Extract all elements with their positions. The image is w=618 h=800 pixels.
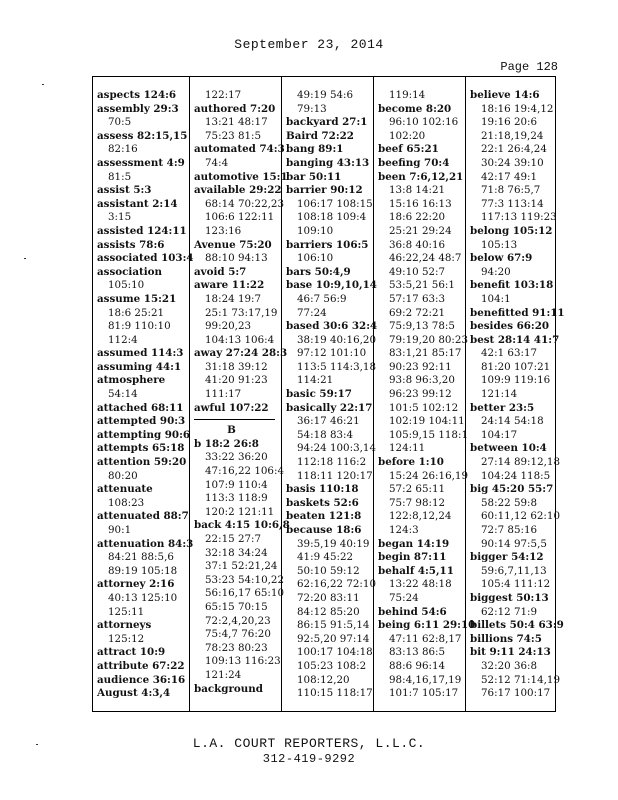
- index-page-refs: 123:16: [205, 224, 242, 237]
- index-page-refs: 119:14: [389, 89, 426, 101]
- word-index-table: [92, 76, 565, 712]
- index-page-refs: 52:12 71:14,19: [481, 673, 560, 686]
- index-page-refs: 38:19 40:16,20: [297, 333, 376, 346]
- index-page-refs: 42:1 63:17: [481, 347, 538, 360]
- index-entry: basis 110:18: [286, 483, 359, 496]
- index-page-refs: 25:1 73:17,19: [205, 306, 278, 319]
- index-page-refs: 18:16 19:4,12: [481, 102, 554, 115]
- index-entry: basic 59:17: [286, 388, 352, 401]
- index-page-refs: 88:6 96:14: [389, 659, 446, 672]
- index-entry: assembly 29:3: [97, 102, 179, 115]
- index-page-refs: 78:23 80:23: [205, 641, 268, 654]
- index-page-refs: 75:7 98:12: [389, 496, 446, 509]
- index-page-refs: 106:17 108:15: [297, 197, 373, 210]
- scan-speck: [24, 258, 26, 259]
- index-page-refs: 108:12,20: [297, 673, 350, 686]
- index-page-refs: 27:14 89:12,18: [481, 456, 560, 469]
- index-entry: attenuated 88:7: [97, 510, 189, 523]
- index-page-refs: 42:17 49:1: [481, 170, 538, 183]
- index-column-4: [373, 77, 476, 711]
- index-page-refs: 56:16,17 65:10: [205, 587, 284, 600]
- index-page-refs: 118:11 120:17: [297, 469, 373, 482]
- index-entry: bar 50:11: [286, 170, 342, 183]
- index-entry: before 1:10: [378, 456, 444, 469]
- index-page-refs: 65:15 70:15: [205, 600, 268, 613]
- index-column-5: [465, 77, 565, 711]
- scan-speck: [42, 84, 44, 85]
- index-entry: between 10:4: [470, 442, 547, 455]
- index-entry: belong 105:12: [470, 224, 553, 237]
- index-page-refs: 62:12 71:9: [481, 605, 538, 618]
- index-entry: began 14:19: [378, 537, 450, 550]
- index-page-refs: 97:12 101:10: [297, 347, 367, 360]
- index-entry: awful 107:22: [194, 401, 269, 414]
- index-entry: automotive 15:1: [194, 170, 288, 183]
- index-entry: based 30:6 32:4: [286, 320, 378, 333]
- index-entry: attempting 90:6: [97, 428, 191, 441]
- index-page-refs: 57:17 63:3: [389, 292, 446, 305]
- index-page-refs: 30:24 39:10: [481, 156, 544, 169]
- index-entry: begin 87:11: [378, 551, 447, 564]
- index-entry: best 28:14 41:7: [470, 333, 560, 346]
- index-page-refs: 106:10: [297, 252, 334, 265]
- index-column-3: [281, 77, 378, 711]
- index-page-refs: 74:4: [205, 156, 229, 169]
- index-entry: Baird 72:22: [286, 129, 354, 142]
- index-entry: besides 66:20: [470, 320, 550, 333]
- index-page-refs: 54:14: [108, 388, 138, 401]
- index-entry: assume 15:21: [97, 292, 177, 305]
- index-page-refs: 104:1: [481, 292, 511, 305]
- index-page-refs: 72:20 83:11: [297, 591, 360, 604]
- scan-speck: [36, 744, 38, 745]
- index-entry: billions 74:5: [470, 632, 542, 645]
- index-page-refs: 18:6 25:21: [108, 306, 165, 319]
- index-page-refs: 83:1,21 85:17: [389, 347, 462, 360]
- index-page-refs: 18:24 19:7: [205, 292, 262, 305]
- index-entry: automated 74:3: [194, 143, 285, 156]
- index-entry: below 67:9: [470, 252, 533, 265]
- index-page-refs: 19:16 20:6: [481, 116, 538, 129]
- index-page-refs: 107:9 110:4: [205, 478, 268, 491]
- index-column-2: [189, 77, 290, 711]
- transcript-date: September 23, 2014: [234, 37, 384, 52]
- index-entry: assistant 2:14: [97, 197, 178, 210]
- index-entry: barrier 90:12: [286, 184, 363, 197]
- index-page-refs: 94:20: [481, 265, 511, 278]
- index-page-refs: 125:12: [108, 632, 145, 645]
- index-page-refs: 70:5: [108, 116, 132, 129]
- index-entry: attenuate: [97, 483, 153, 496]
- index-page-refs: 68:14 70:22,23: [205, 197, 284, 210]
- index-page-refs: 90:14 97:5,5: [481, 537, 547, 550]
- index-page-refs: 104:24 118:5: [481, 469, 551, 482]
- index-page-refs: 112:18 116:2: [297, 456, 367, 469]
- index-page-refs: 105:10: [108, 279, 145, 292]
- index-page-refs: 25:21 29:24: [389, 224, 452, 237]
- index-page-refs: 80:20: [108, 469, 138, 482]
- index-page-refs: 60:11,12 62:10: [481, 510, 560, 523]
- index-entry: backyard 27:1: [286, 116, 368, 129]
- index-page-refs: 90:23 92:11: [389, 360, 452, 373]
- index-entry: behind 54:6: [378, 605, 447, 618]
- index-page-refs: 124:11: [389, 442, 426, 455]
- index-page-refs: 54:18 83:4: [297, 428, 354, 441]
- index-entry: barriers 106:5: [286, 238, 369, 251]
- index-entry: benefitted 91:11: [470, 306, 565, 319]
- index-page-refs: 96:10 102:16: [389, 116, 459, 129]
- index-page-refs: 108:18 109:4: [297, 211, 367, 224]
- index-page-refs: 71:8 76:5,7: [481, 184, 541, 197]
- index-entry: bigger 54:12: [470, 551, 544, 564]
- index-entry: base 10:9,10,14: [286, 279, 377, 292]
- index-page-refs: 109:9 119:16: [481, 374, 551, 387]
- index-page-refs: 13:22 48:18: [389, 578, 452, 591]
- index-entry: back 4:15 10:6,8: [194, 519, 290, 532]
- index-entry: attorney 2:16: [97, 578, 175, 591]
- index-entry: bars 50:4,9: [286, 265, 351, 278]
- index-entry: assisted 124:11: [97, 224, 187, 237]
- index-page-refs: 83:13 86:5: [389, 646, 446, 659]
- index-entry: attenuation 84:3: [97, 537, 194, 550]
- index-page-refs: 88:10 94:13: [205, 252, 268, 265]
- index-entry: because 18:6: [286, 524, 362, 536]
- index-entry: avoid 5:7: [194, 265, 247, 278]
- index-page-refs: 3:15: [108, 211, 132, 224]
- index-entry: behalf 4:5,11: [378, 564, 454, 577]
- index-page-refs: 13:21 48:17: [205, 116, 268, 129]
- index-page-refs: 76:17 100:17: [481, 687, 551, 700]
- index-page-refs: 46:22,24 48:7: [389, 252, 462, 265]
- index-page-refs: 75:9,13 78:5: [389, 320, 455, 333]
- index-page-refs: 72:7 85:16: [481, 524, 538, 536]
- index-entry: bit 9:11 24:13: [470, 646, 551, 659]
- index-page-refs: 105:4 111:12: [481, 578, 551, 591]
- index-page-refs: 39:5,19 40:19: [297, 537, 370, 550]
- index-page-refs: 81:20 107:21: [481, 360, 551, 373]
- index-page-refs: 93:8 96:3,20: [389, 374, 455, 387]
- index-page-refs: 81:5: [108, 170, 132, 183]
- index-entry: become 8:20: [378, 102, 452, 115]
- index-entry: beefing 70:4: [378, 156, 450, 169]
- index-page-refs: 79:13: [297, 102, 327, 115]
- index-entry: assists 78:6: [97, 238, 165, 251]
- index-entry: beaten 121:8: [286, 510, 362, 523]
- index-entry: big 45:20 55:7: [470, 483, 554, 496]
- index-page-refs: 49:10 52:7: [389, 265, 446, 278]
- index-entry: b 18:2 26:8: [194, 437, 259, 450]
- index-page-refs: 122:17: [205, 89, 242, 101]
- reporter-phone: 312-419-9292: [262, 752, 356, 766]
- index-page-refs: 94:24 100:3,14: [297, 442, 376, 455]
- index-page-refs: 125:11: [108, 605, 145, 618]
- index-page-refs: 101:7 105:17: [389, 687, 459, 700]
- index-page-refs: 84:21 88:5,6: [108, 551, 174, 564]
- index-page-refs: 102:20: [389, 129, 426, 142]
- index-page-refs: 15:24 26:16,19: [389, 469, 468, 482]
- index-entry: attract 10:9: [97, 646, 166, 659]
- index-page-refs: 47:16,22 106:4: [205, 465, 284, 478]
- page-number: Page 128: [500, 60, 558, 74]
- index-page-refs: 89:19 105:18: [108, 564, 178, 577]
- index-page-refs: 110:15 118:17: [297, 687, 373, 700]
- index-page-refs: 92:5,20 97:14: [297, 632, 370, 645]
- index-page-refs: 122:8,12,24: [389, 510, 452, 523]
- index-entry: audience 36:16: [97, 673, 186, 686]
- index-page-refs: 117:13 119:23: [481, 211, 557, 224]
- index-page-refs: 77:24: [297, 306, 327, 319]
- index-page-refs: 100:17 104:18: [297, 646, 373, 659]
- index-entry: attached 68:11: [97, 401, 184, 414]
- index-page-refs: 104:13 106:4: [205, 333, 275, 346]
- index-entry: away 27:24 28:3: [194, 347, 288, 360]
- index-page-refs: 21:18,19,24: [481, 129, 544, 142]
- index-entry: Avenue 75:20: [194, 238, 272, 251]
- index-entry: better 23:5: [470, 401, 535, 414]
- index-page-refs: 106:6 122:11: [205, 211, 275, 224]
- index-page-refs: 121:14: [481, 388, 518, 401]
- index-entry: assist 5:3: [97, 184, 152, 197]
- index-page-refs: 98:4,16,17,19: [389, 673, 462, 686]
- index-page-refs: 86:15 91:5,14: [297, 619, 370, 632]
- index-entry: authored 7:20: [194, 102, 276, 115]
- index-page-refs: 32:18 34:24: [205, 546, 268, 559]
- index-page-refs: 113:5 114:3,18: [297, 360, 376, 373]
- index-page-refs: 124:3: [389, 524, 419, 536]
- index-page-refs: 69:2 72:21: [389, 306, 446, 319]
- index-entry: beef 65:21: [378, 143, 439, 156]
- index-entry: available 29:22: [194, 184, 282, 197]
- index-page-refs: 109:13 116:23: [205, 655, 281, 668]
- index-entry: aspects 124:6: [97, 89, 177, 101]
- index-page-refs: 22:15 27:7: [205, 533, 262, 545]
- index-page-refs: 62:16,22 72:10: [297, 578, 376, 591]
- index-page-refs: 90:1: [108, 524, 132, 536]
- index-page-refs: 50:10 59:12: [297, 564, 360, 577]
- index-entry: atmosphere: [97, 374, 166, 387]
- index-page-refs: 105:13: [481, 238, 518, 251]
- index-page-refs: 120:2 121:11: [205, 505, 275, 518]
- index-page-refs: 59:6,7,11,13: [481, 564, 547, 577]
- index-page-refs: 49:19 54:6: [297, 89, 354, 101]
- index-page-refs: 15:16 16:13: [389, 197, 452, 210]
- index-page-refs: 36:17 46:21: [297, 415, 360, 428]
- index-entry: August 4:3,4: [97, 687, 171, 700]
- index-entry: been 7:6,12,21: [378, 170, 464, 183]
- index-page-refs: 13:8 14:21: [389, 184, 446, 197]
- index-page-refs: 72:2,4,20,23: [205, 614, 271, 627]
- index-entry: attorneys: [97, 619, 152, 632]
- index-page-refs: 75:4,7 76:20: [205, 628, 271, 641]
- index-page-refs: 57:2 65:11: [389, 483, 446, 496]
- index-page-refs: 47:11 62:8,17: [389, 632, 462, 645]
- index-page-refs: 104:17: [481, 428, 518, 441]
- index-page-refs: 40:13 125:10: [108, 591, 178, 604]
- index-page-refs: 77:3 113:14: [481, 197, 544, 210]
- index-entry: attempts 65:18: [97, 442, 185, 455]
- index-entry: assuming 44:1: [97, 360, 182, 373]
- index-page-refs: 113:3 118:9: [205, 492, 268, 505]
- index-entry: biggest 50:13: [470, 591, 549, 604]
- index-page-refs: 105:23 108:2: [297, 659, 367, 672]
- index-entry: assess 82:15,15: [97, 129, 188, 142]
- index-entry: banging 43:13: [286, 156, 370, 169]
- index-page-refs: 109:10: [297, 224, 334, 237]
- index-page-refs: 81:9 110:10: [108, 320, 171, 333]
- index-column-1: [93, 77, 194, 711]
- index-entry: believe 14:6: [470, 89, 540, 101]
- index-page-refs: 75:24: [389, 591, 419, 604]
- index-entry: aware 11:22: [194, 279, 265, 292]
- index-page-refs: 22:1 26:4,24: [481, 143, 547, 156]
- index-page-refs: 32:20 36:8: [481, 659, 538, 672]
- index-entry: being 6:11 29:10: [378, 619, 476, 632]
- index-page-refs: 53:5,21 56:1: [389, 279, 455, 292]
- index-entry: basically 22:17: [286, 401, 373, 414]
- index-page-refs: 41:9 45:22: [297, 551, 354, 564]
- index-page-refs: 105:9,15 118:1: [389, 428, 468, 441]
- index-page-refs: 18:6 22:20: [389, 211, 446, 224]
- index-entry: bang 89:1: [286, 143, 344, 156]
- index-page-refs: 58:22 59:8: [481, 496, 538, 509]
- index-page-refs: 114:21: [297, 374, 334, 387]
- index-page-refs: 31:18 39:12: [205, 360, 268, 373]
- index-page-refs: 111:17: [205, 388, 242, 401]
- index-page-refs: 33:22 36:20: [205, 451, 268, 464]
- index-entry: benefit 103:18: [470, 279, 554, 292]
- index-entry: assumed 114:3: [97, 347, 184, 360]
- index-page-refs: 121:24: [205, 668, 242, 681]
- index-page-refs: 82:16: [108, 143, 138, 156]
- index-entry: attempted 90:3: [97, 415, 186, 428]
- index-page-refs: 53:23 54:10,22: [205, 573, 284, 586]
- index-entry: attribute 67:22: [97, 659, 185, 672]
- index-page-refs: 24:14 54:18: [481, 415, 544, 428]
- index-page-refs: 41:20 91:23: [205, 374, 268, 387]
- index-page-refs: 99:20,23: [205, 320, 252, 333]
- index-entry: baskets 52:6: [286, 496, 359, 509]
- index-page-refs: 102:19 104:11: [389, 415, 465, 428]
- letter-section-header: B: [194, 419, 275, 438]
- index-entry: attention 59:20: [97, 456, 187, 469]
- index-page-refs: 108:23: [108, 496, 145, 509]
- index-page-refs: 75:23 81:5: [205, 129, 262, 142]
- index-page-refs: 79:19,20 80:23: [389, 333, 468, 346]
- index-entry: association: [97, 265, 163, 278]
- index-page-refs: 46:7 56:9: [297, 292, 347, 305]
- index-page-refs: 84:12 85:20: [297, 605, 360, 618]
- index-page-refs: 37:1 52:21,24: [205, 560, 278, 573]
- index-page-refs: 112:4: [108, 333, 138, 346]
- reporter-firm: L.A. COURT REPORTERS, L.L.C.: [192, 736, 426, 751]
- index-entry: associated 103:4: [97, 252, 194, 265]
- index-page-refs: 36:8 40:16: [389, 238, 446, 251]
- index-entry: assessment 4:9: [97, 156, 185, 169]
- index-entry: background: [194, 682, 263, 695]
- index-page-refs: 96:23 99:12: [389, 388, 452, 401]
- index-entry: billets 50:4 63:9: [470, 619, 564, 632]
- index-page-refs: 101:5 102:12: [389, 401, 459, 414]
